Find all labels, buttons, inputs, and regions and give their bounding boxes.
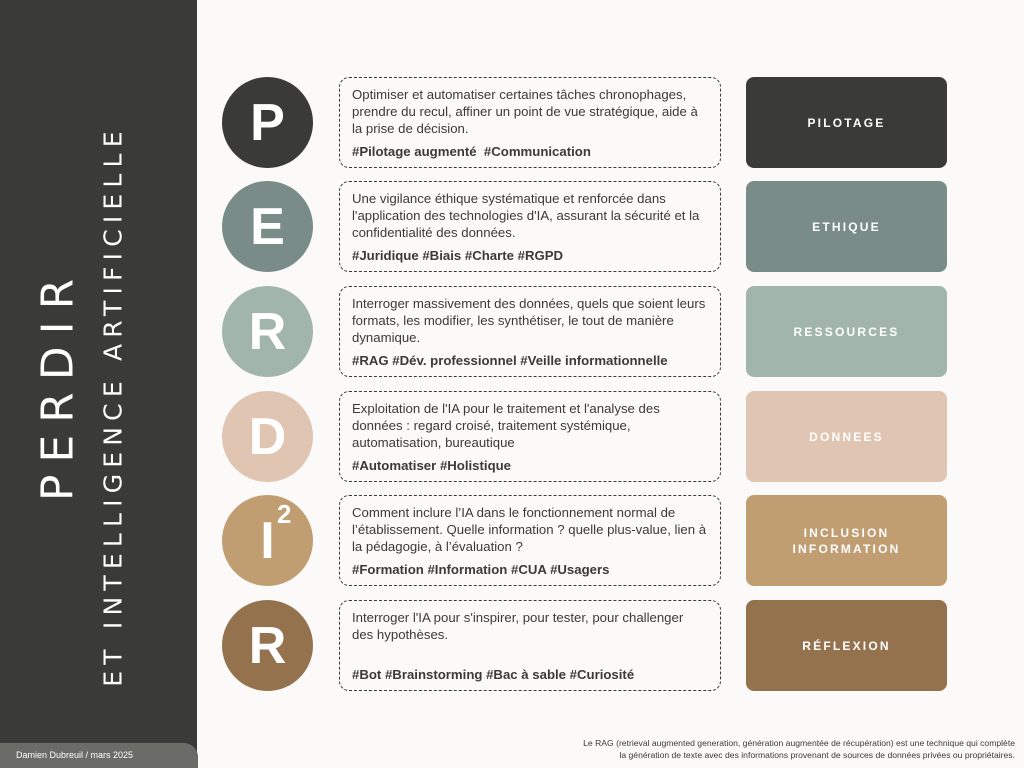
description-box xyxy=(339,495,721,586)
description-box xyxy=(339,391,721,482)
description-text: Optimiser et automatiser certaines tâches chronophages, prendre du recul, affiner un point de vue stratégique, aide à la prise de décision. xyxy=(352,87,698,136)
description-text: Interroger massivement des données, quels que soient leurs formats, les modifier, les synthétiser, le tout de manière dynamique. xyxy=(352,296,706,345)
row-ressources xyxy=(0,286,1024,378)
main-title: PERDIR xyxy=(32,266,84,502)
letter-circle-i-squared: I 2 xyxy=(222,495,313,586)
hashtags: #Automatiser #Holistique xyxy=(352,458,512,473)
description-text: Une vigilance éthique systématique et renforcée dans l'application des technologies d'IA, assurant la sécurité et la confidentialité des données. xyxy=(352,191,700,240)
row-inclusion-information xyxy=(0,495,1024,587)
letter-circle-d: D xyxy=(222,391,313,482)
hashtags: #RAG #Dév. professionnel #Veille informationnelle xyxy=(352,353,668,368)
hashtags: #Bot #Brainstorming #Bac à sable #Curiosité xyxy=(352,667,635,682)
row-reflexion xyxy=(0,600,1024,692)
category-label-ethique: ETHIQUE xyxy=(746,181,947,272)
row-donnees xyxy=(0,391,1024,483)
category-label-donnees: DONNEES xyxy=(746,391,947,482)
category-label-inclusion-information: INCLUSION INFORMATION xyxy=(746,495,947,586)
letter-circle-r-reflexion: R xyxy=(222,600,313,691)
description-box xyxy=(339,286,721,377)
author-credit: Damien Dubreuil / mars 2025 xyxy=(0,743,198,768)
row-ethique xyxy=(0,181,1024,273)
hashtags: #Juridique #Biais #Charte #RGPD xyxy=(352,248,564,263)
description-box xyxy=(339,600,721,691)
hashtags: #Pilotage augmenté #Communication xyxy=(352,144,591,159)
subtitle: ET INTELLIGENCE ARTIFICIELLE xyxy=(98,125,128,687)
letter-circle-p: P xyxy=(222,77,313,168)
rag-footnote: Le RAG (retrieval augmented generation, génération augmentée de récupération) est une technique qui complète la génération de texte avec des informations provenant de sources de données privées ou propriétaires. xyxy=(583,738,1015,760)
description-box xyxy=(339,77,721,168)
letter-circle-r: R xyxy=(222,286,313,377)
category-label-reflexion: RÉFLEXION xyxy=(746,600,947,691)
superscript-two: 2 xyxy=(277,499,292,529)
category-label-pilotage: PILOTAGE xyxy=(746,77,947,168)
hashtags: #Formation #Information #CUA #Usagers xyxy=(352,562,610,577)
description-text: Comment inclure l’IA dans le fonctionnement normal de l’établissement. Quelle information ? quelle plus-value, lien à la pédagogie, à l’évaluation ? xyxy=(352,505,707,554)
row-pilotage xyxy=(0,77,1024,169)
description-text: Exploitation de l'IA pour le traitement et l'analyse des données : regard croisé, traitement systémique, automatisation, bureautique xyxy=(352,401,660,450)
category-label-ressources: RESSOURCES xyxy=(746,286,947,377)
letter-circle-e: E xyxy=(222,181,313,272)
description-text: Interroger l'IA pour s'inspirer, pour tester, pour challenger des hypothèses. xyxy=(352,610,684,642)
description-box xyxy=(339,181,721,272)
